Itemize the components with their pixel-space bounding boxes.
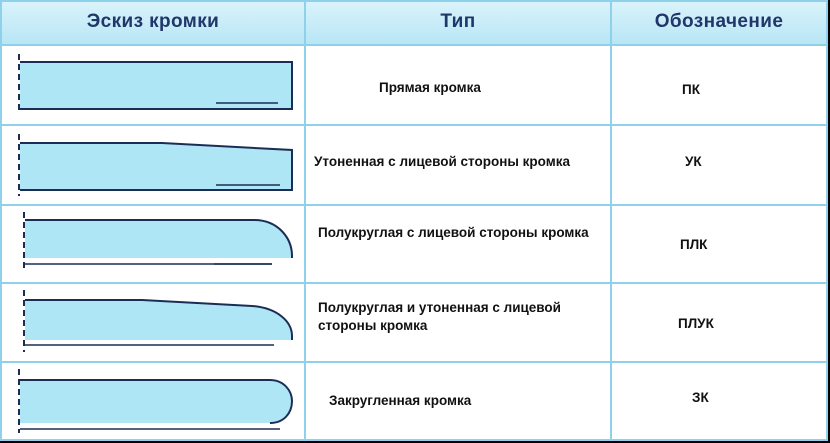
edge-sketch-rounded: [2, 363, 304, 439]
edge-code: ПК: [682, 82, 700, 97]
table-row: [2, 363, 826, 439]
edge-type-label: Утоненная с лицевой стороны кромка: [314, 154, 570, 169]
edge-code: ПЛК: [680, 237, 708, 252]
header-sketch: Эскиз кромки: [86, 11, 220, 32]
table-header: [2, 2, 826, 46]
header-type: Тип: [440, 11, 476, 32]
table-row: [2, 206, 826, 282]
edge-type-label: Полукруглая и утоненная с лицевой стороны кромка: [318, 300, 561, 333]
table-row: [2, 126, 826, 204]
edge-sketch-half-round-thinned: [2, 284, 304, 361]
edge-sketch-half-round: [2, 206, 304, 282]
edge-code: ПЛУК: [678, 316, 714, 331]
table-row: [2, 46, 826, 124]
header-designation: Обозначение: [654, 11, 784, 32]
edge-type-label: Прямая кромка: [379, 80, 481, 95]
edge-type-label: Закругленная кромка: [329, 393, 472, 408]
edge-sketch-thinned: [2, 126, 304, 204]
edge-sketch-straight: [2, 46, 304, 124]
edge-type-label: Полукруглая с лицевой стороны кромка: [318, 225, 589, 240]
edge-code: УК: [685, 154, 702, 169]
edge-code: ЗК: [692, 390, 709, 405]
table-row: [2, 284, 826, 361]
